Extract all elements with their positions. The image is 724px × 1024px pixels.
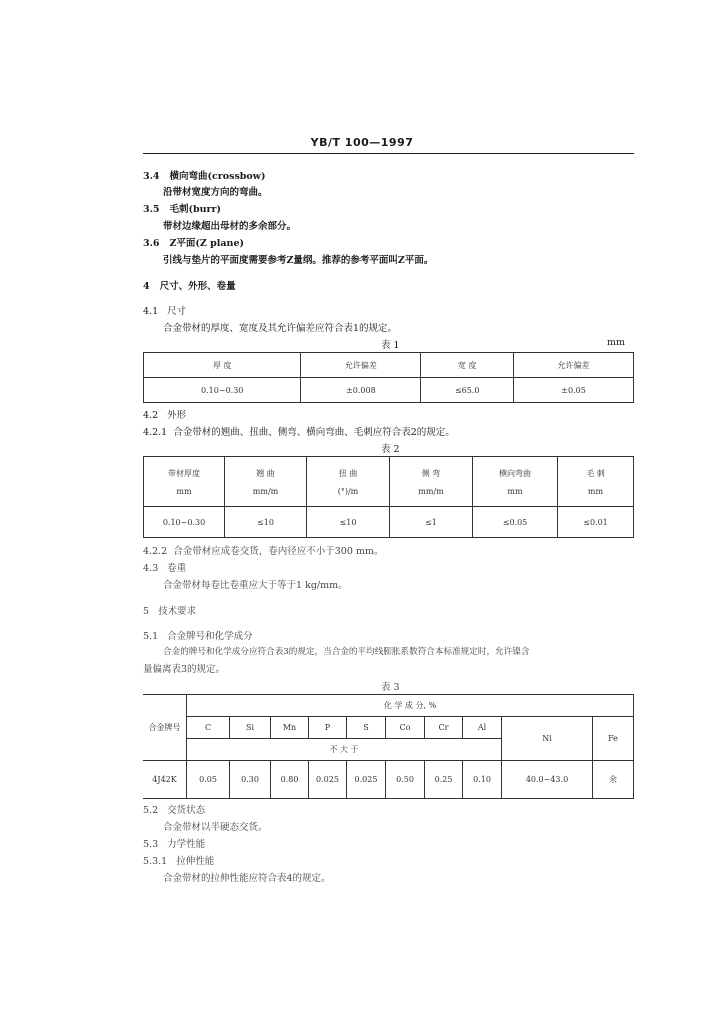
table-header-cell bbox=[473, 457, 558, 507]
table-header-row bbox=[143, 695, 634, 717]
table-cell: ±0.008 bbox=[301, 378, 421, 403]
section-number: 5.2 bbox=[143, 805, 159, 816]
section-number: 4.2 bbox=[143, 410, 159, 421]
sub-header-cell: 不 大 于 bbox=[187, 739, 502, 761]
section-5-1-text-line-1: 合金的牌号和化学成分应符合表3的规定，当合金的平均线膨胀系数符合本标准规定时，允许镍含 bbox=[163, 647, 530, 657]
header-unit: mm/m bbox=[252, 486, 279, 496]
table-cell: 0.80 bbox=[271, 761, 309, 799]
table-row bbox=[144, 378, 634, 403]
section-title: 外形 bbox=[167, 410, 187, 421]
section-number: 5.3.1 bbox=[143, 856, 168, 867]
section-number: 4.1 bbox=[143, 306, 159, 317]
element-cell: Al bbox=[463, 717, 502, 739]
table-cell: 0.30 bbox=[230, 761, 271, 799]
section-title: 尺寸 bbox=[167, 306, 187, 317]
section-text: 合金带材的翘曲、扭曲、侧弯、横向弯曲、毛刺应符合表2的规定。 bbox=[173, 427, 455, 438]
element-cell: S bbox=[347, 717, 386, 739]
section-5-1-text-line-2: 量偏离表3的规定。 bbox=[143, 664, 226, 675]
table-cell: ≤65.0 bbox=[421, 378, 514, 403]
section-5-3-heading bbox=[143, 836, 205, 850]
composition-header-cell: 化 学 成 分, % bbox=[187, 695, 634, 717]
table-cell: ±0.05 bbox=[514, 378, 634, 403]
table-row bbox=[143, 761, 634, 799]
section-4-2-heading bbox=[143, 407, 186, 421]
section-title: 横向弯曲(crossbow) bbox=[169, 171, 266, 182]
element-cell: Mn bbox=[271, 717, 309, 739]
section-5-2-text: 合金带材以半硬态交货。 bbox=[163, 822, 268, 833]
section-title: Z平面(Z plane) bbox=[169, 238, 244, 249]
table-cell: 0.50 bbox=[386, 761, 425, 799]
element-cell: Co bbox=[386, 717, 425, 739]
table-header-cell: 宽 度 bbox=[421, 353, 514, 378]
header-label: 扭 曲 bbox=[338, 468, 358, 478]
section-3-5-heading bbox=[143, 201, 221, 215]
section-title: 合金牌号和化学成分 bbox=[167, 631, 253, 642]
header-unit: mm bbox=[507, 486, 523, 496]
table-header-cell: 允许偏差 bbox=[301, 353, 421, 378]
section-title: 力学性能 bbox=[167, 839, 206, 850]
section-number: 5 bbox=[143, 606, 150, 617]
table-cell: 余 bbox=[593, 761, 634, 799]
table-header-row bbox=[144, 457, 634, 507]
table-header-cell: 允许偏差 bbox=[514, 353, 634, 378]
section-number: 4.3 bbox=[143, 563, 159, 574]
table-cell: ≤10 bbox=[307, 507, 390, 538]
section-3-4-text: 沿带材宽度方向的弯曲。 bbox=[163, 187, 268, 198]
table-3-caption: 表 3 bbox=[381, 682, 400, 693]
table-cell: 0.25 bbox=[425, 761, 463, 799]
header-label: 横向弯曲 bbox=[499, 468, 531, 478]
section-4-2-2 bbox=[143, 543, 383, 557]
section-number: 3.5 bbox=[143, 204, 160, 215]
table-header-cell bbox=[307, 457, 390, 507]
document-header: YB/T 100—1997 bbox=[310, 136, 414, 149]
table-cell: ≤0.05 bbox=[473, 507, 558, 538]
header-unit: mm bbox=[176, 486, 192, 496]
section-5-2-heading bbox=[143, 802, 205, 816]
section-4-3-heading bbox=[143, 560, 186, 574]
table-header-cell bbox=[225, 457, 307, 507]
section-title: 卷重 bbox=[167, 563, 187, 574]
section-title: 交货状态 bbox=[167, 805, 206, 816]
element-cell: Cr bbox=[425, 717, 463, 739]
table-cell: 0.10 bbox=[463, 761, 502, 799]
section-title: 技术要求 bbox=[158, 606, 197, 617]
table-cell: 0.025 bbox=[347, 761, 386, 799]
element-cell: Si bbox=[230, 717, 271, 739]
header-rule bbox=[143, 153, 634, 154]
section-number: 4.2.1 bbox=[143, 427, 168, 438]
section-4-1-text: 合金带材的厚度、宽度及其允许偏差应符合表1的规定。 bbox=[163, 323, 398, 334]
table-1-unit: mm bbox=[607, 337, 626, 348]
table-header-cell bbox=[390, 457, 473, 507]
section-4-1-heading bbox=[143, 303, 186, 317]
table-cell: 0.10~0.30 bbox=[144, 507, 225, 538]
element-cell: P bbox=[309, 717, 347, 739]
table-1-caption: 表 1 bbox=[381, 340, 400, 351]
section-4-3-text: 合金带材每卷比卷重应大于等于1 kg/mm。 bbox=[163, 580, 348, 591]
element-header-row bbox=[143, 717, 634, 739]
section-text: 合金带材应成卷交货，卷内径应不小于300 mm。 bbox=[173, 546, 384, 557]
section-title: 毛刺(burr) bbox=[169, 204, 222, 215]
section-3-6-heading bbox=[143, 235, 244, 249]
section-3-5-text: 带材边缘超出母材的多余部分。 bbox=[163, 221, 297, 232]
header-label: 毛 刺 bbox=[586, 468, 605, 478]
section-number: 3.6 bbox=[143, 238, 160, 249]
element-cell: C bbox=[187, 717, 230, 739]
section-title: 拉伸性能 bbox=[176, 856, 215, 867]
table-3 bbox=[143, 694, 634, 799]
section-5-1-heading bbox=[143, 628, 253, 642]
table-cell: 0.025 bbox=[309, 761, 347, 799]
section-4-heading bbox=[143, 278, 236, 292]
section-5-heading bbox=[143, 603, 196, 617]
table-header-row bbox=[144, 353, 634, 378]
section-number: 3.4 bbox=[143, 171, 160, 182]
element-cell: Ni bbox=[502, 717, 593, 761]
table-2 bbox=[143, 456, 634, 538]
section-3-4-heading bbox=[143, 168, 265, 182]
table-cell: 0.10~0.30 bbox=[144, 378, 301, 403]
header-label: 翘 曲 bbox=[256, 468, 275, 478]
element-cell: Fe bbox=[593, 717, 634, 761]
table-header-cell bbox=[558, 457, 634, 507]
alloy-header-cell: 合金牌号 bbox=[143, 695, 187, 761]
table-cell: 40.0~43.0 bbox=[502, 761, 593, 799]
section-title: 尺寸、外形、卷量 bbox=[159, 281, 236, 292]
header-label: 带材厚度 bbox=[168, 468, 200, 478]
table-cell: ≤10 bbox=[225, 507, 307, 538]
section-number: 5.1 bbox=[143, 631, 159, 642]
table-1 bbox=[143, 352, 634, 403]
section-number: 4.2.2 bbox=[143, 546, 168, 557]
header-unit: mm/m bbox=[418, 486, 444, 496]
header-unit: (°)/m bbox=[337, 486, 359, 496]
section-5-3-1-text: 合金带材的拉伸性能应符合表4的规定。 bbox=[163, 873, 331, 884]
table-header-cell bbox=[144, 457, 225, 507]
table-row bbox=[144, 507, 634, 538]
table-cell: ≤0.01 bbox=[558, 507, 634, 538]
section-5-3-1-heading bbox=[143, 853, 214, 867]
table-cell: ≤1 bbox=[390, 507, 473, 538]
section-4-2-1 bbox=[143, 424, 455, 438]
header-unit: mm bbox=[587, 486, 604, 496]
table-2-caption: 表 2 bbox=[381, 444, 400, 455]
header-label: 侧 弯 bbox=[421, 468, 441, 478]
section-3-6-text: 引线与垫片的平面度需要参考Z量纲。推荐的参考平面叫Z平面。 bbox=[163, 255, 434, 266]
table-cell: 0.05 bbox=[187, 761, 230, 799]
table-header-cell: 厚 度 bbox=[144, 353, 301, 378]
section-number: 5.3 bbox=[143, 839, 159, 850]
section-number: 4 bbox=[143, 281, 150, 292]
table-cell: 4J42K bbox=[143, 761, 187, 799]
